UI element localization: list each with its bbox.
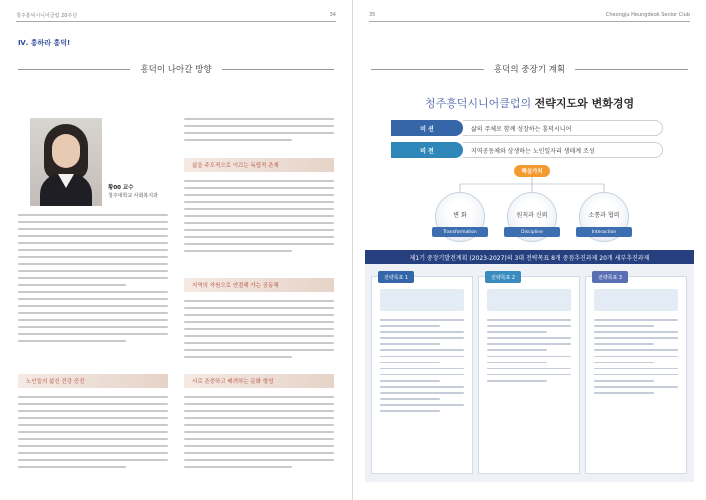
author-caption [108,184,158,200]
value-interaction: 소통과 협력 Interaction [579,192,629,242]
strategy-column-3 [585,276,687,474]
strategy-column-2 [478,276,580,474]
author-photo [30,118,102,206]
left-running-header [16,10,336,20]
strategy-column-1 [371,276,473,474]
left-running-title: 청주흥덕시니어클럽 20주년 [16,12,78,19]
vision-text: 지역공동체와 상생하는 노인일자리 생태계 조성 [463,142,663,158]
left-page-number: 34 [329,12,336,18]
section-label: Ⅳ. 흥하라 흥덕! [18,39,71,47]
mission-row [391,120,663,136]
page-title: 흥덕이 나아갈 방향 [140,65,212,75]
strategy-goal-2-label: 전략목표 2 [485,271,521,283]
right-page-number: 35 [369,12,376,18]
right-page-title: 흥덕의 중장기 계획 [493,65,566,75]
strategy-goal-1-label: 전략목표 1 [378,271,414,283]
value-transformation: 변 화 Transformation [435,192,485,242]
strategy-goal-1-summary [380,289,464,311]
strategy-goal-3-summary [594,289,678,311]
section-band-health: 노인들의 삶신 건강 증진 [18,374,168,388]
headline-prefix: 청주흥덕시니어클럽의 [424,97,532,110]
section-band-respect: 서로 존중하고 배려하는 문화 형성 [184,374,334,388]
vision-row [391,142,663,158]
body-text-right-col-3 [184,300,334,363]
headline-main: 전략지도와 변화경영 [534,97,635,110]
body-text-right-col-4 [184,396,334,473]
right-running-header [369,10,690,20]
left-header-rule [16,21,336,22]
author-affiliation: 청주대학교 사회복지과 [108,192,158,199]
right-running-title: Cheongju Heungdeok Senior Club [605,12,690,18]
right-page [353,0,706,500]
right-header-rule [369,21,690,22]
body-text-left-col-2 [18,396,168,473]
title-rule-left [18,69,130,70]
mission-label: 미 션 [391,120,463,136]
right-title-bar [371,58,688,80]
strategy-banner: 제1기 중장기발전계획 (2023-2027)의 3대 전략목표 8개 중점추진과제 20개 세부추진과제 [365,250,694,264]
body-text-right-col-2 [184,180,334,257]
strategy-goals-panel [365,264,694,482]
value-discipline: 원칙과 신뢰 Discipline [507,192,557,242]
strategy-goal-2-summary [487,289,571,311]
mission-text: 삶의 주체로 함께 성장하는 흥덕시니어 [463,120,663,136]
title-rule-right [222,69,334,70]
strategy-headline [353,95,706,111]
section-band-independent: 삶을 주도적으로 이끄는 독립적 존재 [184,158,334,172]
author-name: 황00 교수 [108,185,134,191]
left-title-bar [18,58,334,80]
body-text-right-col [184,118,334,146]
vision-label: 비 전 [391,142,463,158]
body-text-left-col [18,214,168,347]
section-band-community: 지역의 자원으로 연결해 가는 공동체 [184,278,334,292]
values-label: 핵심가치 [514,165,550,177]
strategy-goal-3-label: 전략목표 3 [592,271,628,283]
